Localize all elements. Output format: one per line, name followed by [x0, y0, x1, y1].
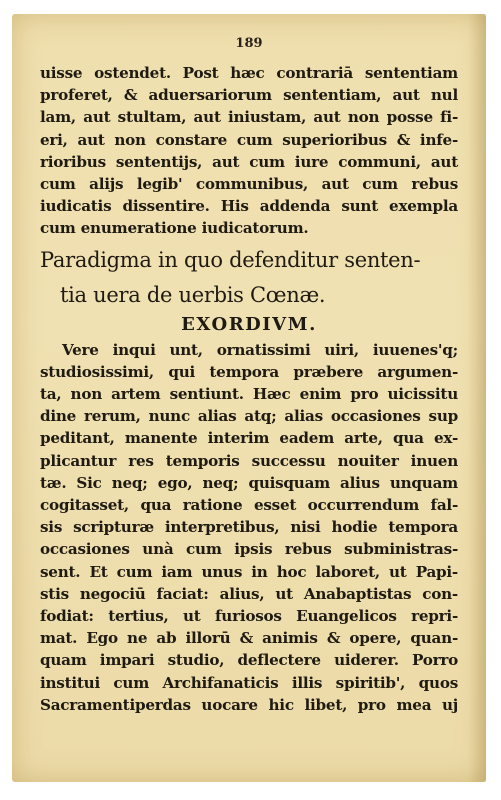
text-line: dine rerum, nunc alias atq; alias occasiones sup — [40, 407, 458, 426]
paragraph-1 — [40, 62, 458, 240]
text-line: Sacramentiperdas uocare hic libet, pro mea uj — [40, 695, 458, 714]
text-line: plicantur res temporis successu nouiter inuen — [40, 451, 458, 470]
text-line: cogitasset, qua ratione esset occurrendum fal- — [40, 496, 458, 515]
text-line: cum alijs legib' communibus, aut cum rebus — [40, 175, 458, 194]
heading-line: Paradigma in quo defenditur senten- — [40, 247, 421, 272]
text-line: occasiones unà cum ipsis rebus subministras- — [40, 540, 458, 559]
text-line: ta, non artem sentiunt. Hæc enim pro uicissitu — [40, 385, 458, 404]
text-line: stis negociū faciat: alius, ut Anabaptistas con- — [40, 584, 458, 603]
text-line: institui cum Archifanaticis illis spiritib', quos — [40, 673, 458, 692]
text-line: iudicatis dissentire. His addenda sunt exempla — [40, 197, 458, 216]
book-page — [12, 14, 486, 782]
text-line: proferet, & aduersariorum sententiam, aut nul — [40, 86, 458, 105]
section-heading — [40, 246, 458, 310]
text-line: eri, aut non constare cum superioribus & infe- — [40, 130, 458, 149]
text-line: sis scripturæ interpretibus, nisi hodie tempora — [40, 518, 458, 537]
paragraph-2 — [40, 339, 458, 716]
text-line: lam, aut stultam, aut iniustam, aut non posse fi- — [40, 108, 458, 127]
page-text — [40, 62, 458, 716]
text-line: quam impari studio, deflectere uiderer. Porro — [40, 651, 458, 670]
page-number: 189 — [235, 36, 263, 51]
text-line: peditant, manente interim eadem arte, qua ex- — [40, 429, 458, 448]
text-line: Vere inqui unt, ornatissimi uiri, iuuenes'q; — [62, 340, 458, 359]
text-line: mat. Ego ne ab illorū & animis & opere, quan- — [40, 629, 458, 648]
heading-line: tia uera de uerbis Cœnæ. — [60, 282, 326, 307]
text-line: sent. Et cum iam unus in hoc laboret, ut Papi- — [40, 562, 458, 581]
text-line: uisse ostendet. Post hæc contrariā sententiam — [40, 64, 458, 82]
text-line: studiosissimi, qui tempora præbere argumen- — [40, 362, 458, 381]
text-line: fodiat: tertius, ut furiosos Euangelicos repri- — [40, 607, 458, 626]
section-title: EXORDIVM. — [181, 313, 317, 335]
text-line: tæ. Sic neq; ego, neq; quisquam alius unquam — [40, 473, 458, 492]
text-line: rioribus sententijs, aut cum iure communi, aut — [40, 152, 458, 171]
text-line: cum enumeratione iudicatorum. — [40, 219, 309, 238]
